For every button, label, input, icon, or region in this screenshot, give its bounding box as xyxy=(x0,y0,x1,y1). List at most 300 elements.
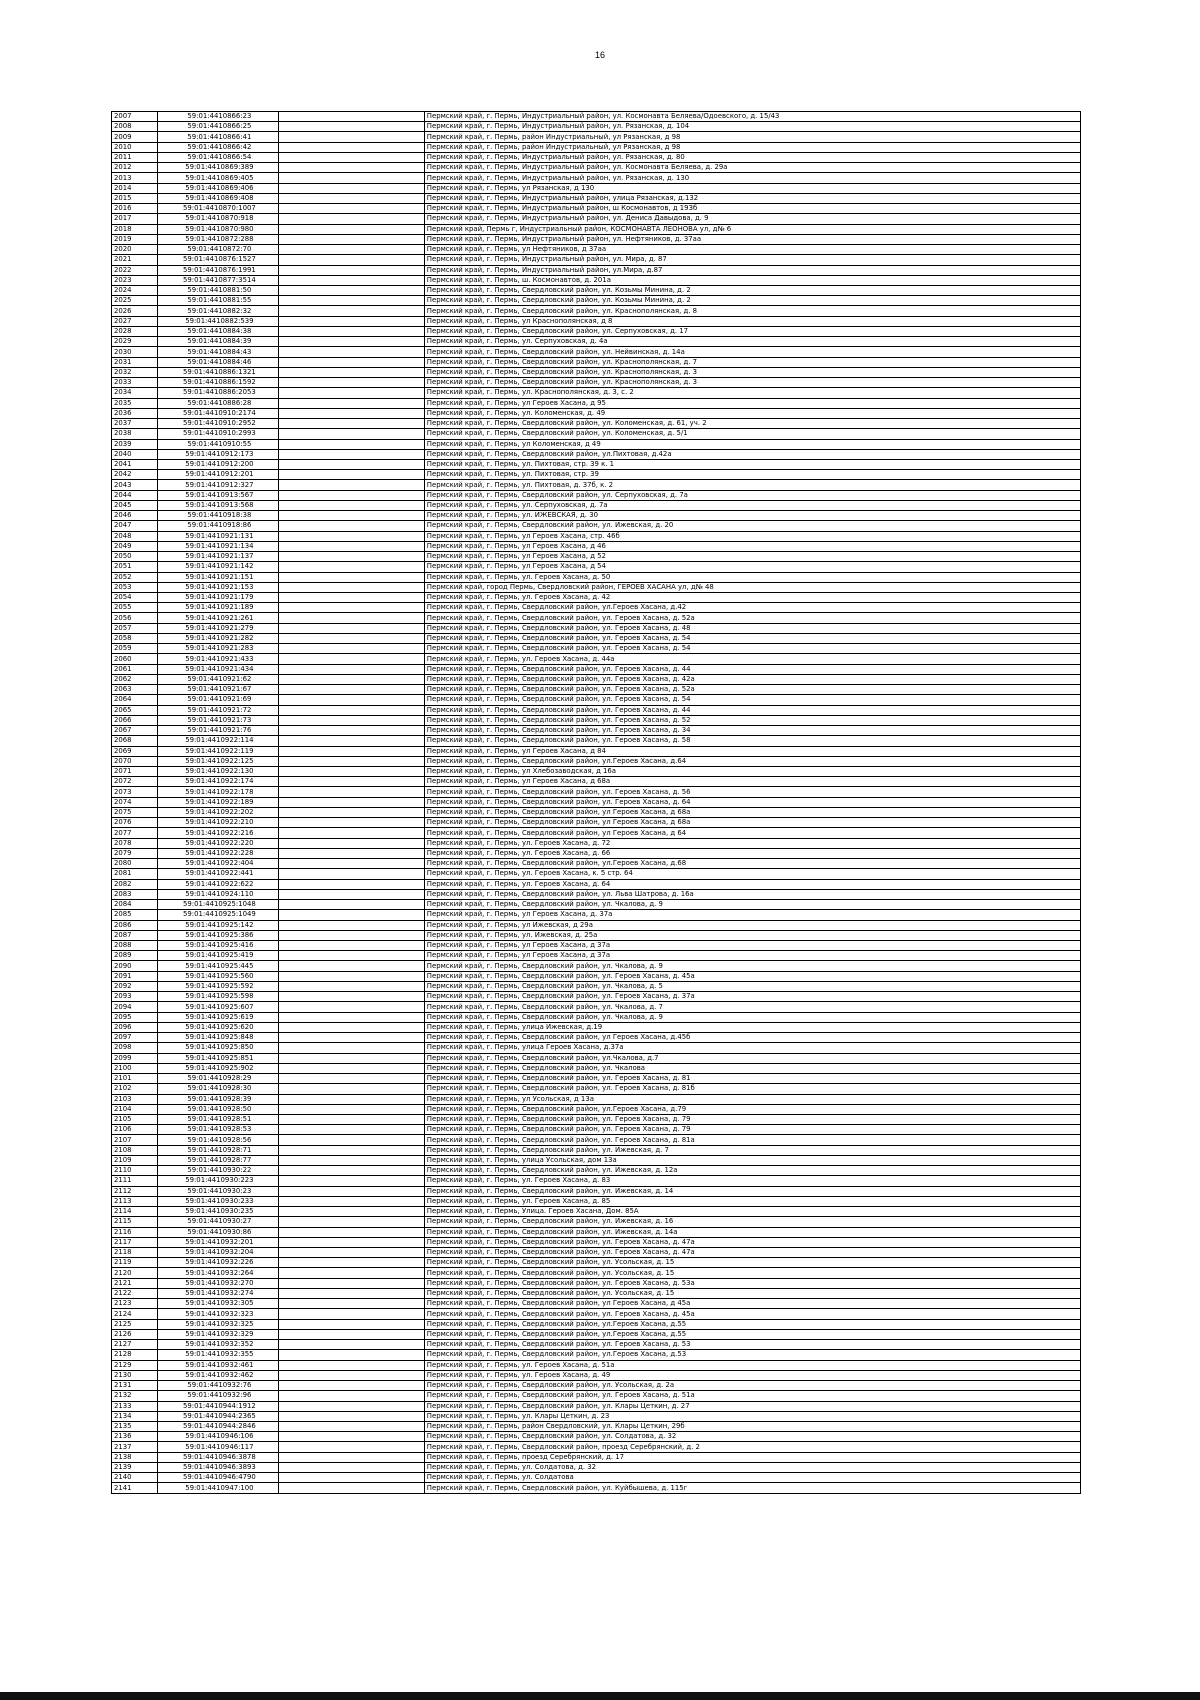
row-number-cell: 2009 xyxy=(112,132,158,142)
address-cell: Пермский край, г. Пермь, Свердловский район, ул. Героев Хасана, д. 54 xyxy=(424,633,1080,643)
cadastral-number-cell: 59:01:4410910:2993 xyxy=(158,429,279,439)
cadastral-number-cell: 59:01:4410922:174 xyxy=(158,777,279,787)
empty-cell xyxy=(279,981,424,991)
cadastral-number-cell: 59:01:4410944:2365 xyxy=(158,1411,279,1421)
table-row xyxy=(112,1319,1081,1329)
address-cell: Пермский край, г. Пермь, Индустриальный район, ул.Мира, д.87 xyxy=(424,265,1080,275)
row-number-cell: 2060 xyxy=(112,654,158,664)
row-number-cell: 2086 xyxy=(112,920,158,930)
table-row xyxy=(112,1053,1081,1063)
address-cell: Пермский край, г. Пермь, Свердловский район, проезд Серебрянский, д. 2 xyxy=(424,1442,1080,1452)
row-number-cell: 2101 xyxy=(112,1074,158,1084)
cadastral-number-cell: 59:01:4410922:216 xyxy=(158,828,279,838)
address-cell: Пермский край, г. Пермь, ул. Героев Хасана, д. 64 xyxy=(424,879,1080,889)
table-row xyxy=(112,838,1081,848)
empty-cell xyxy=(279,644,424,654)
empty-cell xyxy=(279,1381,424,1391)
row-number-cell: 2018 xyxy=(112,224,158,234)
cadastral-number-cell: 59:01:4410884:38 xyxy=(158,326,279,336)
address-cell: Пермский край, г. Пермь, ул Нефтяников, д 37аа xyxy=(424,245,1080,255)
empty-cell xyxy=(279,337,424,347)
address-cell: Пермский край, г. Пермь, ул Героев Хасана, д 68а xyxy=(424,777,1080,787)
cadastral-number-cell: 59:01:4410925:607 xyxy=(158,1002,279,1012)
empty-cell xyxy=(279,1135,424,1145)
cadastral-number-cell: 59:01:4410922:119 xyxy=(158,746,279,756)
table-row xyxy=(112,633,1081,643)
table-row xyxy=(112,1237,1081,1247)
empty-cell xyxy=(279,1053,424,1063)
table-row xyxy=(112,582,1081,592)
table-row xyxy=(112,1227,1081,1237)
address-cell: Пермский край, г. Пермь, улица Героев Хасана, д.37а xyxy=(424,1043,1080,1053)
empty-cell xyxy=(279,715,424,725)
empty-cell xyxy=(279,1391,424,1401)
empty-cell xyxy=(279,726,424,736)
table-row xyxy=(112,807,1081,817)
cadastral-number-cell: 59:01:4410928:50 xyxy=(158,1104,279,1114)
empty-cell xyxy=(279,879,424,889)
address-cell: Пермский край, г. Пермь, ул Героев Хасана, стр. 46б xyxy=(424,531,1080,541)
address-cell: Пермский край, г. Пермь, ул. Героев Хасана, д. 83 xyxy=(424,1176,1080,1186)
cadastral-number-cell: 59:01:4410925:851 xyxy=(158,1053,279,1063)
cadastral-number-cell: 59:01:4410870:918 xyxy=(158,214,279,224)
empty-cell xyxy=(279,746,424,756)
cadastral-number-cell: 59:01:4410932:264 xyxy=(158,1268,279,1278)
cadastral-number-cell: 59:01:4410921:153 xyxy=(158,582,279,592)
empty-cell xyxy=(279,1370,424,1380)
empty-cell xyxy=(279,756,424,766)
table-row xyxy=(112,900,1081,910)
table-row xyxy=(112,562,1081,572)
row-number-cell: 2115 xyxy=(112,1217,158,1227)
empty-cell xyxy=(279,787,424,797)
cadastral-number-cell: 59:01:4410921:137 xyxy=(158,552,279,562)
cadastral-number-cell: 59:01:4410872:288 xyxy=(158,234,279,244)
table-row xyxy=(112,357,1081,367)
table-row xyxy=(112,1217,1081,1227)
table-row xyxy=(112,1176,1081,1186)
cadastral-number-cell: 59:01:4410912:200 xyxy=(158,459,279,469)
address-cell: Пермский край, г. Пермь, Свердловский район, ул. Героев Хасана, д. 54 xyxy=(424,644,1080,654)
empty-cell xyxy=(279,951,424,961)
empty-cell xyxy=(279,1340,424,1350)
row-number-cell: 2139 xyxy=(112,1462,158,1472)
cadastral-number-cell: 59:01:4410866:42 xyxy=(158,142,279,152)
address-cell: Пермский край, г. Пермь, Свердловский район, ул.Пихтовая, д.42а xyxy=(424,449,1080,459)
cadastral-number-cell: 59:01:4410944:1912 xyxy=(158,1401,279,1411)
address-cell: Пермский край, г. Пермь, Индустриальный район, ул. Космонавта Беляева, д. 29а xyxy=(424,163,1080,173)
address-cell: Пермский край, г. Пермь, Свердловский район, ул. Усольская, д. 15 xyxy=(424,1268,1080,1278)
empty-cell xyxy=(279,1473,424,1483)
row-number-cell: 2020 xyxy=(112,245,158,255)
address-cell: Пермский край, г. Пермь, ул Героев Хасана, д 46 xyxy=(424,541,1080,551)
empty-cell xyxy=(279,480,424,490)
table-row xyxy=(112,940,1081,950)
address-cell: Пермский край, г. Пермь, Свердловский район, ул. Героев Хасана, д. 79 xyxy=(424,1114,1080,1124)
empty-cell xyxy=(279,204,424,214)
address-cell: Пермский край, г. Пермь, Свердловский район, ул Героев Хасана, д.45б xyxy=(424,1033,1080,1043)
empty-cell xyxy=(279,992,424,1002)
row-number-cell: 2121 xyxy=(112,1278,158,1288)
cadastral-number-cell: 59:01:4410921:76 xyxy=(158,726,279,736)
address-cell: Пермский край, г. Пермь, Свердловский район, ул. Клары Цеткин, д. 27 xyxy=(424,1401,1080,1411)
empty-cell xyxy=(279,296,424,306)
registry-table-body xyxy=(112,112,1081,1494)
empty-cell xyxy=(279,961,424,971)
address-cell: Пермский край, г. Пермь, Свердловский район, ул. Чкалова xyxy=(424,1063,1080,1073)
address-cell: Пермский край, г. Пермь, ул Краснополянская, д 8 xyxy=(424,316,1080,326)
cadastral-number-cell: 59:01:4410922:114 xyxy=(158,736,279,746)
table-row xyxy=(112,1145,1081,1155)
row-number-cell: 2111 xyxy=(112,1176,158,1186)
address-cell: Пермский край, г. Пермь, Свердловский район, ул. Героев Хасана, д. 42а xyxy=(424,674,1080,684)
table-row xyxy=(112,746,1081,756)
cadastral-number-cell: 59:01:4410876:1991 xyxy=(158,265,279,275)
empty-cell xyxy=(279,838,424,848)
table-row xyxy=(112,674,1081,684)
cadastral-number-cell: 59:01:4410930:235 xyxy=(158,1207,279,1217)
cadastral-number-cell: 59:01:4410925:1049 xyxy=(158,910,279,920)
row-number-cell: 2124 xyxy=(112,1309,158,1319)
empty-cell xyxy=(279,1094,424,1104)
empty-cell xyxy=(279,910,424,920)
empty-cell xyxy=(279,603,424,613)
address-cell: Пермский край, г. Пермь, ул. Краснополянская, д. 3, с. 2 xyxy=(424,388,1080,398)
empty-cell xyxy=(279,940,424,950)
table-row xyxy=(112,173,1081,183)
row-number-cell: 2037 xyxy=(112,419,158,429)
empty-cell xyxy=(279,705,424,715)
row-number-cell: 2081 xyxy=(112,869,158,879)
table-row xyxy=(112,1391,1081,1401)
address-cell: Пермский край, г. Пермь, Свердловский район, ул. Усольская, д. 15 xyxy=(424,1258,1080,1268)
cadastral-number-cell: 59:01:4410924:110 xyxy=(158,889,279,899)
empty-cell xyxy=(279,511,424,521)
empty-cell xyxy=(279,500,424,510)
table-row xyxy=(112,112,1081,122)
row-number-cell: 2026 xyxy=(112,306,158,316)
address-cell: Пермский край, г. Пермь, Свердловский район, ул. Героев Хасана, д. 64 xyxy=(424,797,1080,807)
table-row xyxy=(112,1074,1081,1084)
address-cell: Пермский край, г. Пермь, проезд Серебрянский, д. 17 xyxy=(424,1452,1080,1462)
cadastral-number-cell: 59:01:4410932:226 xyxy=(158,1258,279,1268)
table-row xyxy=(112,736,1081,746)
table-row xyxy=(112,245,1081,255)
address-cell: Пермский край, г. Пермь, ул Усольская, д 13а xyxy=(424,1094,1080,1104)
table-row xyxy=(112,1278,1081,1288)
cadastral-number-cell: 59:01:4410922:125 xyxy=(158,756,279,766)
table-row xyxy=(112,992,1081,1002)
empty-cell xyxy=(279,930,424,940)
table-row xyxy=(112,265,1081,275)
table-row xyxy=(112,848,1081,858)
row-number-cell: 2067 xyxy=(112,726,158,736)
cadastral-number-cell: 59:01:4410932:462 xyxy=(158,1370,279,1380)
address-cell: Пермский край, г. Пермь, Свердловский район, ул.Героев Хасана, д.64 xyxy=(424,756,1080,766)
table-row xyxy=(112,408,1081,418)
row-number-cell: 2140 xyxy=(112,1473,158,1483)
cadastral-number-cell: 59:01:4410869:406 xyxy=(158,183,279,193)
row-number-cell: 2116 xyxy=(112,1227,158,1237)
empty-cell xyxy=(279,582,424,592)
row-number-cell: 2038 xyxy=(112,429,158,439)
row-number-cell: 2061 xyxy=(112,664,158,674)
table-row xyxy=(112,521,1081,531)
row-number-cell: 2128 xyxy=(112,1350,158,1360)
address-cell: Пермский край, г. Пермь, ул. Серпуховская, д. 4а xyxy=(424,337,1080,347)
address-cell: Пермский край, город Пермь, Свердловский район, ГЕРОЕВ ХАСАНА ул, д№ 48 xyxy=(424,582,1080,592)
empty-cell xyxy=(279,1237,424,1247)
address-cell: Пермский край, г. Пермь, Свердловский район, ул. Героев Хасана, д. 44 xyxy=(424,664,1080,674)
empty-cell xyxy=(279,572,424,582)
cadastral-number-cell: 59:01:4410872:70 xyxy=(158,245,279,255)
empty-cell xyxy=(279,654,424,664)
row-number-cell: 2125 xyxy=(112,1319,158,1329)
row-number-cell: 2070 xyxy=(112,756,158,766)
empty-cell xyxy=(279,541,424,551)
table-row xyxy=(112,787,1081,797)
empty-cell xyxy=(279,408,424,418)
cadastral-number-cell: 59:01:4410928:29 xyxy=(158,1074,279,1084)
empty-cell xyxy=(279,265,424,275)
table-row xyxy=(112,1442,1081,1452)
table-row xyxy=(112,623,1081,633)
cadastral-number-cell: 59:01:4410928:39 xyxy=(158,1094,279,1104)
address-cell: Пермский край, г. Пермь, Свердловский район, ул. Усольская, д. 15 xyxy=(424,1288,1080,1298)
address-cell: Пермский край, г. Пермь, Индустриальный район, ул. Рязанская, д. 130 xyxy=(424,173,1080,183)
address-cell: Пермский край, г. Пермь, улица Ижевская, д.19 xyxy=(424,1022,1080,1032)
empty-cell xyxy=(279,695,424,705)
row-number-cell: 2089 xyxy=(112,951,158,961)
address-cell: Пермский край, Пермь г, Индустриальный район, КОСМОНАВТА ЛЕОНОВА ул, д№ 6 xyxy=(424,224,1080,234)
cadastral-number-cell: 59:01:4410921:282 xyxy=(158,633,279,643)
table-row xyxy=(112,224,1081,234)
cadastral-number-cell: 59:01:4410925:416 xyxy=(158,940,279,950)
empty-cell xyxy=(279,1176,424,1186)
table-row xyxy=(112,552,1081,562)
cadastral-number-cell: 59:01:4410922:228 xyxy=(158,848,279,858)
table-row xyxy=(112,459,1081,469)
cadastral-number-cell: 59:01:4410921:151 xyxy=(158,572,279,582)
table-row xyxy=(112,1002,1081,1012)
cadastral-number-cell: 59:01:4410932:76 xyxy=(158,1381,279,1391)
table-row xyxy=(112,981,1081,991)
table-row xyxy=(112,685,1081,695)
address-cell: Пермский край, г. Пермь, Свердловский район, ул Героев Хасана, д 64 xyxy=(424,828,1080,838)
cadastral-number-cell: 59:01:4410925:142 xyxy=(158,920,279,930)
cadastral-number-cell: 59:01:4410921:283 xyxy=(158,644,279,654)
table-row xyxy=(112,204,1081,214)
cadastral-number-cell: 59:01:4410870:1007 xyxy=(158,204,279,214)
table-row xyxy=(112,439,1081,449)
cadastral-number-cell: 59:01:4410925:419 xyxy=(158,951,279,961)
empty-cell xyxy=(279,347,424,357)
table-row xyxy=(112,828,1081,838)
cadastral-number-cell: 59:01:4410922:189 xyxy=(158,797,279,807)
table-row xyxy=(112,961,1081,971)
address-cell: Пермский край, г. Пермь, Свердловский район, ул. Героев Хасана, д. 37а xyxy=(424,992,1080,1002)
address-cell: Пермский край, г. Пермь, Свердловский район, ул.Героев Хасана, д.55 xyxy=(424,1329,1080,1339)
row-number-cell: 2029 xyxy=(112,337,158,347)
empty-cell xyxy=(279,531,424,541)
table-row xyxy=(112,541,1081,551)
address-cell: Пермский край, г. Пермь, Свердловский район, ул. Краснополянская, д. 3 xyxy=(424,367,1080,377)
empty-cell xyxy=(279,1217,424,1227)
cadastral-number-cell: 59:01:4410925:619 xyxy=(158,1012,279,1022)
cadastral-number-cell: 59:01:4410925:1048 xyxy=(158,900,279,910)
table-row xyxy=(112,920,1081,930)
table-row xyxy=(112,593,1081,603)
empty-cell xyxy=(279,245,424,255)
address-cell: Пермский край, г. Пермь, Свердловский район, ул. Героев Хасана, д. 81б xyxy=(424,1084,1080,1094)
row-number-cell: 2059 xyxy=(112,644,158,654)
cadastral-number-cell: 59:01:4410881:50 xyxy=(158,285,279,295)
cadastral-number-cell: 59:01:4410921:134 xyxy=(158,541,279,551)
row-number-cell: 2133 xyxy=(112,1401,158,1411)
table-row xyxy=(112,132,1081,142)
cadastral-number-cell: 59:01:4410928:30 xyxy=(158,1084,279,1094)
empty-cell xyxy=(279,316,424,326)
row-number-cell: 2034 xyxy=(112,388,158,398)
cadastral-number-cell: 59:01:4410921:261 xyxy=(158,613,279,623)
address-cell: Пермский край, г. Пермь, Свердловский район, ул. Героев Хасана, д. 52а xyxy=(424,685,1080,695)
table-row xyxy=(112,726,1081,736)
cadastral-number-cell: 59:01:4410876:1527 xyxy=(158,255,279,265)
row-number-cell: 2039 xyxy=(112,439,158,449)
row-number-cell: 2032 xyxy=(112,367,158,377)
table-row xyxy=(112,910,1081,920)
row-number-cell: 2012 xyxy=(112,163,158,173)
cadastral-number-cell: 59:01:4410869:405 xyxy=(158,173,279,183)
empty-cell xyxy=(279,664,424,674)
row-number-cell: 2083 xyxy=(112,889,158,899)
cadastral-number-cell: 59:01:4410930:223 xyxy=(158,1176,279,1186)
empty-cell xyxy=(279,613,424,623)
table-row xyxy=(112,644,1081,654)
address-cell: Пермский край, г. Пермь, улица Усольская, дом 13а xyxy=(424,1155,1080,1165)
empty-cell xyxy=(279,1104,424,1114)
address-cell: Пермский край, г. Пермь, Свердловский район, ул. Льва Шатрова, д. 16а xyxy=(424,889,1080,899)
table-row xyxy=(112,1288,1081,1298)
address-cell: Пермский край, г. Пермь, Свердловский район, ул. Ижевская, д. 14а xyxy=(424,1227,1080,1237)
cadastral-number-cell: 59:01:4410921:131 xyxy=(158,531,279,541)
cadastral-number-cell: 59:01:4410932:270 xyxy=(158,1278,279,1288)
cadastral-number-cell: 59:01:4410921:189 xyxy=(158,603,279,613)
empty-cell xyxy=(279,1422,424,1432)
row-number-cell: 2085 xyxy=(112,910,158,920)
address-cell: Пермский край, г. Пермь, Свердловский район, ул.Героев Хасана, д.68 xyxy=(424,859,1080,869)
empty-cell xyxy=(279,1012,424,1022)
row-number-cell: 2066 xyxy=(112,715,158,725)
row-number-cell: 2058 xyxy=(112,633,158,643)
cadastral-number-cell: 59:01:4410932:323 xyxy=(158,1309,279,1319)
empty-cell xyxy=(279,367,424,377)
address-cell: Пермский край, г. Пермь, ул Героев Хасана, д 37а xyxy=(424,940,1080,950)
row-number-cell: 2093 xyxy=(112,992,158,1002)
row-number-cell: 2090 xyxy=(112,961,158,971)
address-cell: Пермский край, г. Пермь, Свердловский район, ул. Краснополянская, д. 3 xyxy=(424,378,1080,388)
address-cell: Пермский край, г. Пермь, Свердловский район, ул. Серпуховская, д. 17 xyxy=(424,326,1080,336)
empty-cell xyxy=(279,971,424,981)
empty-cell xyxy=(279,685,424,695)
cadastral-number-cell: 59:01:4410913:567 xyxy=(158,490,279,500)
empty-cell xyxy=(279,1299,424,1309)
address-cell: Пермский край, г. Пермь, Свердловский район, ул.Героев Хасана, д.42 xyxy=(424,603,1080,613)
empty-cell xyxy=(279,224,424,234)
cadastral-number-cell: 59:01:4410925:620 xyxy=(158,1022,279,1032)
address-cell: Пермский край, г. Пермь, ул Героев Хасана, д. 37а xyxy=(424,910,1080,920)
empty-cell xyxy=(279,1309,424,1319)
empty-cell xyxy=(279,490,424,500)
address-cell: Пермский край, г. Пермь, Свердловский район, ул. Героев Хасана, д. 48 xyxy=(424,623,1080,633)
table-row xyxy=(112,337,1081,347)
cadastral-number-cell: 59:01:4410928:77 xyxy=(158,1155,279,1165)
empty-cell xyxy=(279,398,424,408)
table-row xyxy=(112,122,1081,132)
table-row xyxy=(112,1033,1081,1043)
empty-cell xyxy=(279,1483,424,1493)
empty-cell xyxy=(279,859,424,869)
cadastral-number-cell: 59:01:4410910:2952 xyxy=(158,419,279,429)
cadastral-number-cell: 59:01:4410922:210 xyxy=(158,818,279,828)
table-row xyxy=(112,1473,1081,1483)
cadastral-number-cell: 59:01:4410921:67 xyxy=(158,685,279,695)
table-row xyxy=(112,603,1081,613)
cadastral-number-cell: 59:01:4410921:62 xyxy=(158,674,279,684)
row-number-cell: 2028 xyxy=(112,326,158,336)
row-number-cell: 2097 xyxy=(112,1033,158,1043)
table-row xyxy=(112,470,1081,480)
address-cell: Пермский край, г. Пермь, ул Ижевская, д 29а xyxy=(424,920,1080,930)
address-cell: Пермский край, г. Пермь, ул Героев Хасана, д 52 xyxy=(424,552,1080,562)
cadastral-number-cell: 59:01:4410866:41 xyxy=(158,132,279,142)
empty-cell xyxy=(279,357,424,367)
row-number-cell: 2095 xyxy=(112,1012,158,1022)
row-number-cell: 2007 xyxy=(112,112,158,122)
empty-cell xyxy=(279,459,424,469)
cadastral-number-cell: 59:01:4410921:69 xyxy=(158,695,279,705)
row-number-cell: 2073 xyxy=(112,787,158,797)
row-number-cell: 2053 xyxy=(112,582,158,592)
address-cell: Пермский край, г. Пермь, Индустриальный район, ш Космонавтов, д 193б xyxy=(424,204,1080,214)
row-number-cell: 2078 xyxy=(112,838,158,848)
empty-cell xyxy=(279,1227,424,1237)
table-row xyxy=(112,1166,1081,1176)
address-cell: Пермский край, г. Пермь, Свердловский район, ул. Героев Хасана, д. 52 xyxy=(424,715,1080,725)
cadastral-number-cell: 59:01:4410932:204 xyxy=(158,1248,279,1258)
row-number-cell: 2109 xyxy=(112,1155,158,1165)
empty-cell xyxy=(279,623,424,633)
row-number-cell: 2048 xyxy=(112,531,158,541)
row-number-cell: 2105 xyxy=(112,1114,158,1124)
address-cell: Пермский край, г. Пермь, Свердловский район, ул. Героев Хасана, д. 52а xyxy=(424,613,1080,623)
row-number-cell: 2044 xyxy=(112,490,158,500)
cadastral-number-cell: 59:01:4410932:355 xyxy=(158,1350,279,1360)
cadastral-number-cell: 59:01:4410932:352 xyxy=(158,1340,279,1350)
empty-cell xyxy=(279,1145,424,1155)
row-number-cell: 2080 xyxy=(112,859,158,869)
cadastral-number-cell: 59:01:4410870:980 xyxy=(158,224,279,234)
table-row xyxy=(112,1043,1081,1053)
address-cell: Пермский край, г. Пермь, Свердловский район, ул. Ижевская, д. 12а xyxy=(424,1166,1080,1176)
empty-cell xyxy=(279,419,424,429)
row-number-cell: 2136 xyxy=(112,1432,158,1442)
empty-cell xyxy=(279,521,424,531)
row-number-cell: 2131 xyxy=(112,1381,158,1391)
address-cell: Пермский край, г. Пермь, Свердловский район, ул Героев Хасана, д 68а xyxy=(424,807,1080,817)
cadastral-number-cell: 59:01:4410866:25 xyxy=(158,122,279,132)
address-cell: Пермский край, г. Пермь, район Индустриальный, ул Рязанская, д 98 xyxy=(424,142,1080,152)
